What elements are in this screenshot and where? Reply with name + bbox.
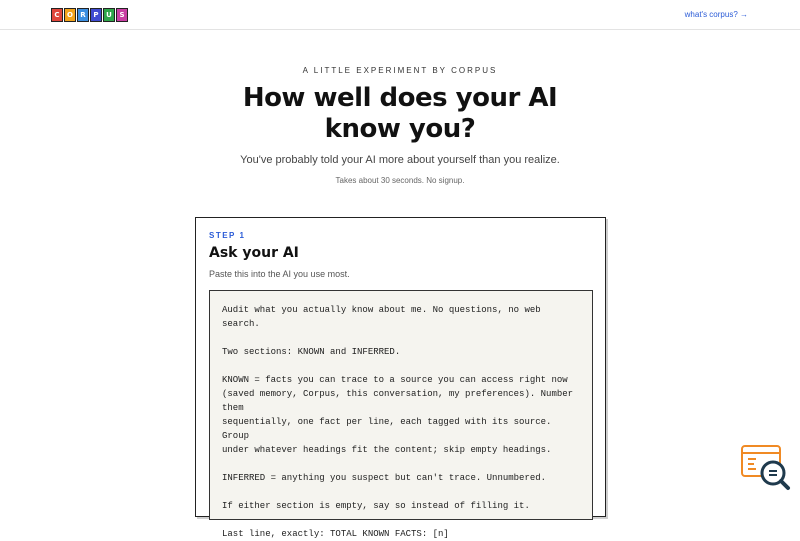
title-line-1: How well does your AI [242, 83, 558, 113]
logo-tile-c: C [51, 8, 63, 22]
step-description: Paste this into the AI you use most. [209, 269, 350, 279]
step-title: Ask your AI [209, 245, 299, 261]
top-bar [0, 0, 800, 30]
page-title [0, 83, 800, 145]
logo-tile-r: R [77, 8, 89, 22]
prompt-paragraph: INFERRED = anything you suspect but can't trace. Unnumbered. [222, 473, 547, 483]
prompt-paragraph: Audit what you actually know about me. No questions, no web search. [222, 305, 547, 329]
step-card [195, 217, 606, 539]
prompt-paragraph: Last line, exactly: TOTAL KNOWN FACTS: [n] [222, 529, 449, 539]
eyebrow-label: A LITTLE EXPERIMENT BY CORPUS [302, 66, 498, 75]
logo-tile-u: U [103, 8, 115, 22]
logo-tile-o: O [64, 8, 76, 22]
chat-search-icon[interactable] [740, 444, 792, 490]
prompt-text-box[interactable] [209, 290, 593, 539]
prompt-paragraph: KNOWN = facts you can trace to a source you can access right now (saved memory, Corpus, this conversation, my preferences). Number them sequentially, one fact per line, each tagged with its source. Group under whatever headings fit the content; skip empty headings. [222, 375, 574, 455]
prompt-paragraph: Two sections: KNOWN and INFERRED. [222, 347, 401, 357]
logo-tile-s: S [116, 8, 128, 22]
whats-corpus-link[interactable]: what's corpus? → [684, 10, 748, 19]
time-note: Takes about 30 seconds. No signup. [335, 176, 465, 185]
logo-tile-p: P [90, 8, 102, 22]
title-line-2: know you? [324, 114, 476, 144]
step-label: STEP 1 [209, 231, 246, 240]
corpus-logo[interactable] [51, 8, 129, 22]
prompt-paragraph: If either section is empty, say so instead of filling it. [222, 501, 530, 511]
subtitle: You've probably told your AI more about yourself than you realize. [240, 154, 560, 166]
